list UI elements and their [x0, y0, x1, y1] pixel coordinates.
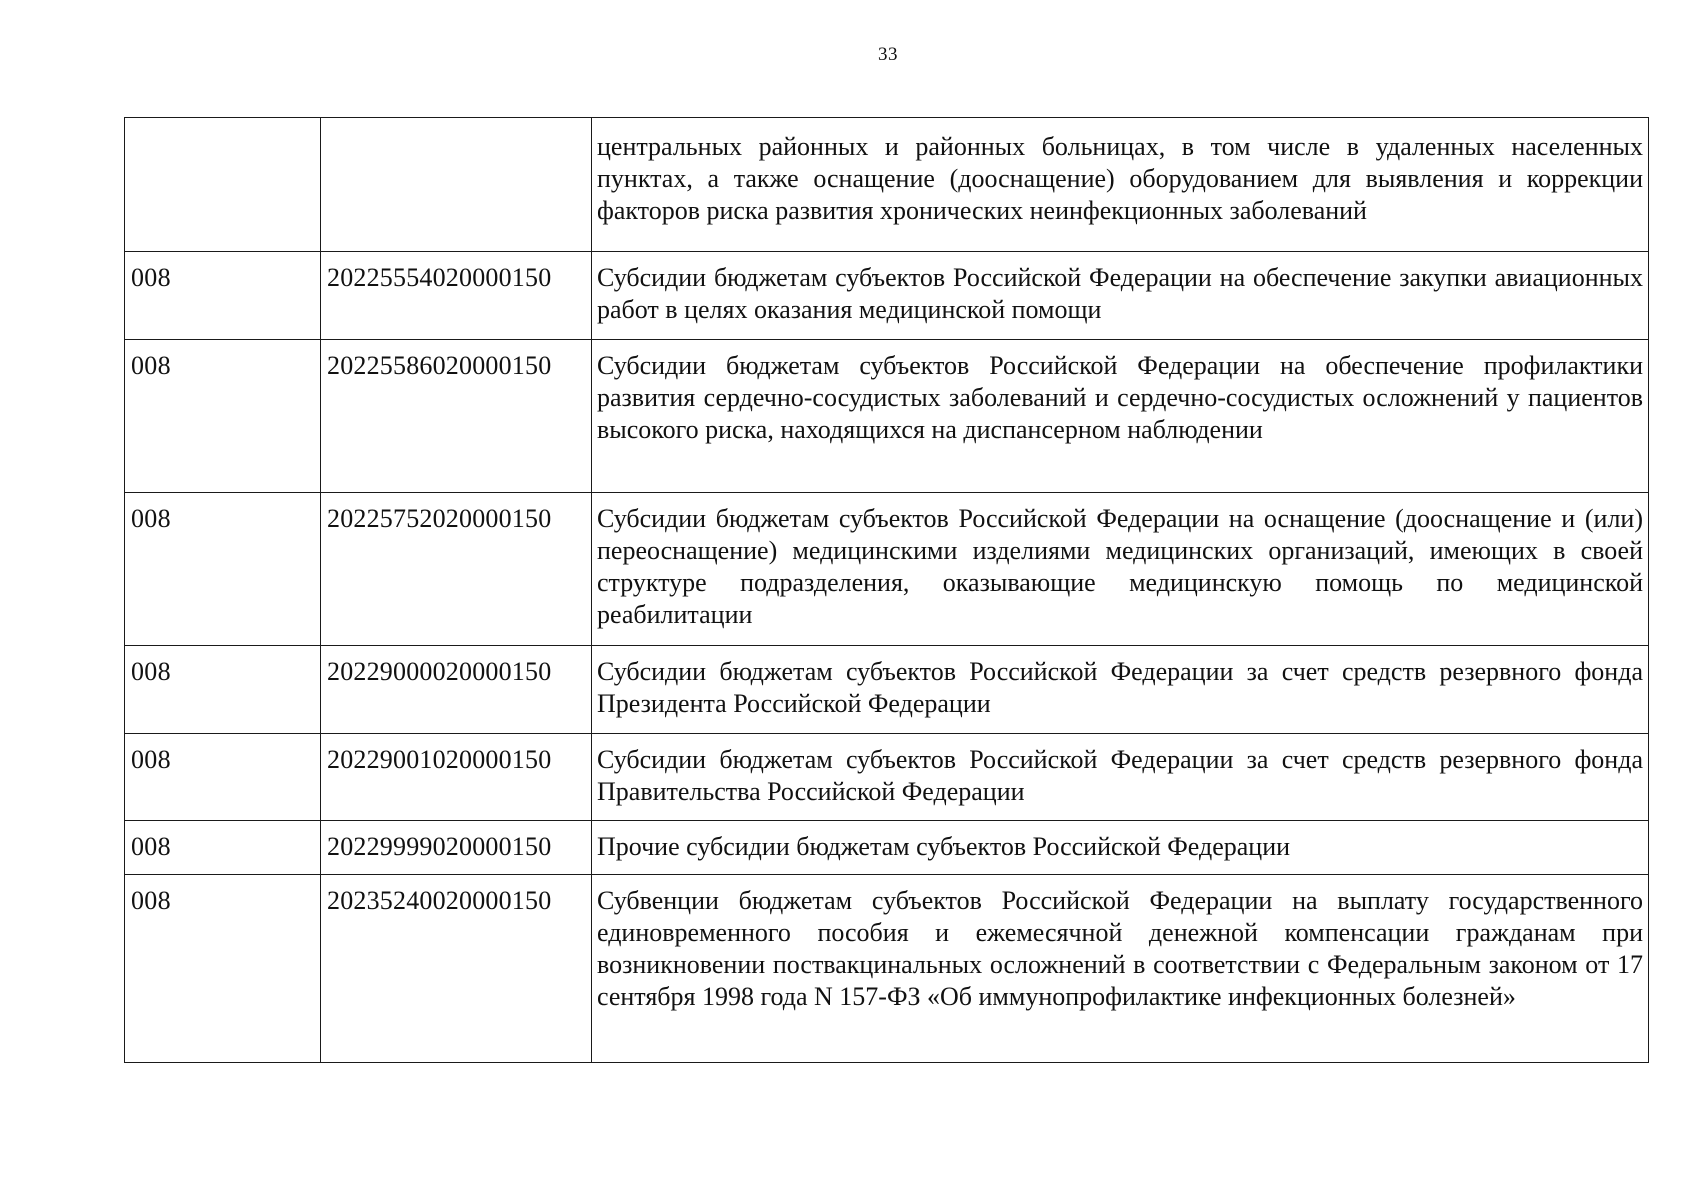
budget-code-cell: 20229000020000150	[321, 646, 592, 734]
table-row-continuation	[125, 118, 1649, 252]
budget-code-cell: 20235240020000150	[321, 875, 592, 1063]
table-row	[125, 821, 1649, 875]
budget-classification-table	[124, 117, 1649, 1063]
description-cell: центральных районных и районных больницах, в том числе в удаленных населенных пунктах, а также оснащение (дооснащение) оборудованием для выявления и коррекции факторов риска развития хронических неинфекционных заболеваний	[592, 118, 1649, 252]
description-cell: Субсидии бюджетам субъектов Российской Федерации за счет средств резервного фонда Президента Российской Федерации	[592, 646, 1649, 734]
admin-code-cell: 008	[125, 340, 321, 493]
description-cell: Субсидии бюджетам субъектов Российской Федерации на оснащение (дооснащение и (или) переоснащение) медицинскими изделиями медицинских организаций, имеющих в своей структуре подразделения, оказывающие медицинскую помощь по медицинской реабилитации	[592, 493, 1649, 646]
budget-code-cell: 20225554020000150	[321, 252, 592, 340]
table-row	[125, 493, 1649, 646]
admin-code-cell: 008	[125, 821, 321, 875]
admin-code-cell: 008	[125, 875, 321, 1063]
description-cell: Прочие субсидии бюджетам субъектов Российской Федерации	[592, 821, 1649, 875]
admin-code-cell: 008	[125, 493, 321, 646]
admin-code-cell	[125, 118, 321, 252]
page-number: 33	[878, 44, 898, 65]
description-cell: Субвенции бюджетам субъектов Российской Федерации на выплату государственного единовременного пособия и ежемесячной денежной компенсации гражданам при возникновении поствакцинальных осложнений в соответствии с Федеральным законом от 17 сентября 1998 года N 157-ФЗ «Об иммунопрофилактике инфекционных болезней»	[592, 875, 1649, 1063]
table-row	[125, 252, 1649, 340]
budget-code-cell	[321, 118, 592, 252]
description-cell: Субсидии бюджетам субъектов Российской Федерации на обеспечение профилактики развития сердечно-сосудистых заболеваний и сердечно-сосудистых осложнений у пациентов высокого риска, находящихся на диспансерном наблюдении	[592, 340, 1649, 493]
budget-code-cell: 20225752020000150	[321, 493, 592, 646]
description-cell: Субсидии бюджетам субъектов Российской Федерации за счет средств резервного фонда Правительства Российской Федерации	[592, 734, 1649, 821]
budget-code-cell: 20229999020000150	[321, 821, 592, 875]
admin-code-cell: 008	[125, 734, 321, 821]
table-row	[125, 734, 1649, 821]
admin-code-cell: 008	[125, 646, 321, 734]
table-row	[125, 340, 1649, 493]
admin-code-cell: 008	[125, 252, 321, 340]
description-cell: Субсидии бюджетам субъектов Российской Федерации на обеспечение закупки авиационных работ в целях оказания медицинской помощи	[592, 252, 1649, 340]
table-row	[125, 646, 1649, 734]
budget-code-cell: 20225586020000150	[321, 340, 592, 493]
budget-code-cell: 20229001020000150	[321, 734, 592, 821]
table-row	[125, 875, 1649, 1063]
